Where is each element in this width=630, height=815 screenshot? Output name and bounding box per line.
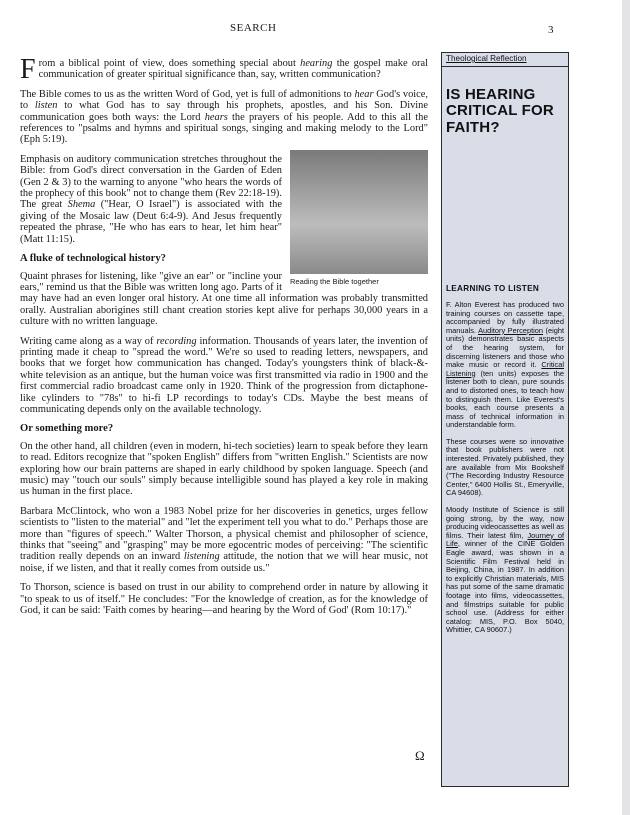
text-run: rom a biblical point of view, does something special about bbox=[38, 58, 301, 69]
text-run: To Thorson, science is based on trust in our ability to comprehend order in nature by allowing it "to speak to us of itself." He concludes: "For the knowledge of creation, as for the knowledge of God, it can be said: 'Faith comes by hearing—and hearing by the Word of God' (Rom 10:17)." bbox=[20, 582, 428, 617]
sidebar-paragraph-3 bbox=[446, 506, 564, 635]
sidebar-label: Theological Reflection bbox=[446, 54, 527, 63]
page-number: 3 bbox=[548, 24, 554, 36]
photo-elderly-couple-reading bbox=[290, 150, 428, 274]
text-run: F. Alton Everest has produced two training courses on cassette tape, accompanied by fully illustrated manuals. bbox=[446, 299, 564, 335]
text-run: the gospel make oral communication of greater spiritual significance than, say, written communication? bbox=[38, 58, 428, 81]
end-mark: Ω bbox=[415, 748, 425, 763]
text-run: to what God has to say through his prophets, apostles, and his Son. Divine communication goes both ways: the Lord bbox=[20, 100, 428, 123]
text-run: Emphasis on auditory communication stretches throughout the Bible: from God's direct conversation in the Garden of Eden (Gen 2 & 3) to the warning to anyone "who hears the words of the prophecy of this book" not to change them (Rev 22:18-19). The great bbox=[20, 153, 282, 211]
emphasis-text: Shema bbox=[67, 199, 96, 211]
emphasis-text: hear bbox=[354, 88, 374, 100]
text-run: Moody Institute of Science is still going strong, by the way, now producing videocassettes as well as films. Their latest film, bbox=[446, 505, 564, 540]
photo-figure bbox=[290, 150, 428, 287]
text-run: (eight units) demonstrates basic aspects of the hearing system, for discerning listeners and those who make music or record it. bbox=[446, 325, 564, 370]
title-reference: Auditory Perception bbox=[478, 325, 544, 335]
text-run: Writing came along as a way of bbox=[20, 335, 157, 347]
text-run: Barbara McClintock, who won a 1983 Nobel prize for her discoveries in genetics, urges fellow scientists to "listen to the material" and "let the experiment tell you what to do." Perhaps those are more than "figures of speech." Walter Thorson, a physical chemist and philosopher of science, thinks that "seeing" and "grasping" may be more egocentric modes of perceiving: "The scientific tradition really depends on an inward bbox=[20, 505, 428, 563]
title-reference: Journey of Life bbox=[446, 530, 565, 549]
text-run: On the other hand, all children (even in modern, hi-tech societies) learn to speak before they learn to read. Editors recognize that "spoken English" differs from "written English." Scientists are now exploring how our brain patterns are shaped in early childhood by spoken language. Speech (and music) may "touch our souls" simply because intelligible sound has played a key role in making us human in the first place. bbox=[20, 440, 428, 498]
emphasis-text: hears bbox=[204, 111, 228, 123]
emphasis-text: listening bbox=[183, 551, 220, 563]
text-run: God's voice, to bbox=[20, 88, 428, 112]
text-run: These courses were so innovative that book publishers were not interested. Privately published, they are available from Mix Bookshelf ("The Recording Industry Resource Center," 6400 Hollis St., Emeryville, CA 94608). bbox=[446, 436, 564, 498]
article-paragraph-7 bbox=[20, 506, 428, 574]
emphasis-text: hearing bbox=[300, 58, 333, 69]
sidebar-paragraph-2 bbox=[446, 438, 564, 498]
text-run: ("Hear, O Israel") is associated with the giving of the Mosaic law (Deut 6:4-9). And Jesus frequently repeated the phrase, "He who has ears to hear, let him hear" (Matt 11:15). bbox=[20, 199, 282, 245]
photo-caption: Reading the Bible together bbox=[290, 276, 379, 286]
text-run: , winner of the CINE Golden Eagle award, was shown in a Scientific Film Festival held in Beijing, China, in 1987. In addition to explicitly Christian materials, MIS has put some of the same dramatic footage into films, videocassettes, and filmstrips suitable for public school use. (Address for either catalog: MIS, P.O. Box 5040, Whittier, CA 90607.) bbox=[446, 539, 564, 635]
section-header: SEARCH bbox=[230, 22, 277, 34]
article-paragraph-5 bbox=[20, 336, 428, 416]
article-paragraph-1 bbox=[20, 54, 428, 85]
text-run: The Bible comes to us as the written Word of God, yet is full of admonitions to bbox=[20, 88, 355, 100]
subheading-fluke: A fluke of technological history? bbox=[20, 253, 166, 265]
text-run: the prayers of his people. Add to this all the references to "psalms and hymns and spiritual songs, singing and making melody to the Lord" (Eph 5:19). bbox=[20, 111, 428, 146]
sidebar-divider bbox=[442, 66, 568, 67]
emphasis-text: listen bbox=[34, 100, 58, 112]
text-run: attitude, the notion that we will hear music, not noise, if we listen, and that it really comes from outside us." bbox=[20, 551, 429, 574]
text-run: (ten units) exposes the listener both to clean, pure sounds and to distorted ones, to teach how to distinguish them. Like Everest's books, each course presents a mass of technical information in understandable form. bbox=[446, 368, 564, 430]
sidebar-title: IS HEARING CRITICAL FOR FAITH? bbox=[446, 85, 554, 136]
page-edge bbox=[622, 0, 630, 815]
subheading-something-more: Or something more? bbox=[20, 423, 114, 435]
article-column bbox=[20, 54, 429, 624]
drop-cap: F bbox=[20, 54, 36, 85]
article-paragraph-1-text bbox=[39, 58, 428, 80]
article-paragraph-6 bbox=[20, 441, 428, 498]
sidebar-box bbox=[441, 52, 569, 787]
article-paragraph-2 bbox=[20, 89, 428, 146]
sidebar-subtitle: LEARNING TO LISTEN bbox=[446, 284, 540, 294]
article-paragraph-8 bbox=[20, 582, 428, 616]
title-reference: Critical Listening bbox=[446, 360, 564, 378]
text-run: information. Thousands of years later, the invention of printing made it cheap to "spread the word." We're so used to reading letters, newspapers, and books that we forget how communication has changed. Today's youngsters think of black-&-white television as an antique, but the human voice was first transmitted via radio in 1900 and the first commercial radio broadcast came only in 1920. Think of the progression from dictaphone-like cylinders to "78s" to hi-fi LP recordings to today's CDs. Maybe the best means of communicating depends only on the available technology. bbox=[20, 335, 428, 415]
text-run: Quaint phrases for listening, like "give an ear" or "incline your ears," remind us that the Bible was written long ago. Parts of it may have had an even longer oral history. At one time all information was probably transmitted orally. Australian aborigines still chant creation stories kept alive for perhaps 30,000 years in a culture with no written language. bbox=[20, 270, 428, 328]
sidebar-paragraph-1 bbox=[446, 301, 564, 430]
emphasis-text: recording bbox=[156, 335, 197, 347]
